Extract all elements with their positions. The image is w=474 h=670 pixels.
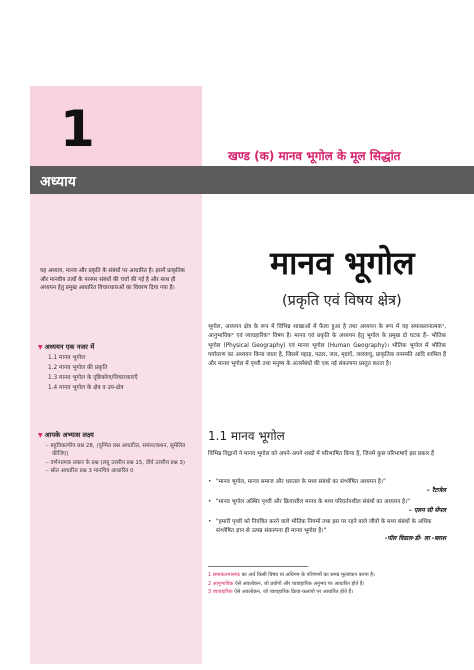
triangle-down-icon: ▼: [38, 432, 43, 439]
list-item: – स्रोत आधारित प्रश्न 3 मानचित्र आधारित 0: [46, 468, 134, 475]
sidebar-intro: यह अध्याय, मानव और प्रकृति के संबंधों पर आधारित है। इसमें प्राकृतिक और मानवीय तत्वों के परस्पर संबंधों की चर्चा की गई है और साथ ही अध्ययन हेतु प्रमुख आधारित विचारधाराओं का विवरण दिया गया है।: [40, 268, 185, 291]
footnote-item: 1 समाकलनात्मक का अर्थ किसी विषय या अधिगम के परिणामों का समग्र मूल्यांकन करना है।: [208, 572, 375, 578]
footnotes: [208, 571, 446, 597]
overview-heading: ▼ अध्ययन एक नजर में: [38, 343, 95, 351]
chapter-label: अध्याय: [40, 174, 76, 190]
chapter-number: 1: [60, 100, 95, 158]
chapter-number-box: [30, 86, 202, 166]
list-item: – बहुविकल्पीय प्रश्न 28, (युग्मित प्रश्न आधारित, समान/कथन, सुमेलित कीजिए): [46, 443, 186, 458]
definition-quotes: [208, 478, 446, 547]
section-paragraph: विभिन्न विद्वानों ने मानव भूगोल को अपने-अपने शब्दों में परिभाषित किया है, जिनमें कुछ परिभाषाएँ इस प्रकार हैं: [208, 451, 434, 457]
quote-author: -पॉल विडाल-डी- ला -ब्लाश: [384, 535, 446, 542]
section-title: 1.1 मानव भूगोल: [208, 429, 285, 443]
list-item: 1.4 मानव भूगोल के क्षेत्र व उप-क्षेत्र: [48, 385, 124, 391]
quote-item: • "मानव भूगोल, मानव समाज और धरातल के मध्य संबंधों का संश्लेषित अध्ययन है।" – रैटजेल: [208, 479, 446, 494]
overview-section: [38, 342, 196, 393]
list-item: 1.2 मानव भूगोल की प्रकृति: [48, 365, 108, 371]
goals-section: [38, 430, 196, 476]
footnote-item: 3 व्यावहारिक ऐसे अवलोकन, जो व्यावहारिक क्रिया-कलापों पर आधारित होते हैं।: [208, 589, 354, 595]
bullet-icon: •: [208, 479, 212, 485]
goals-heading: ▼ आपके अभ्यास लक्ष्य: [38, 431, 94, 439]
bullet-icon: •: [208, 519, 212, 525]
quote-author: – एलन सी सेंपल: [408, 506, 446, 514]
section-khand-title: खण्ड (क) मानव भूगोल के मूल सिद्धांत: [228, 149, 401, 163]
chapter-subtitle: (प्रकृति एवं विषय क्षेत्र): [282, 293, 402, 309]
list-item: 1.1 मानव भूगोल: [48, 355, 86, 361]
quote-item: • "मानव भूगोल अस्थिर पृथ्वी और क्रियाशील मानव के मध्य परिवर्तनशील संबंधों का अध्ययन है।" – एलन सी सेंपल: [208, 499, 446, 514]
triangle-down-icon: ▼: [38, 344, 43, 351]
bullet-icon: •: [208, 499, 212, 505]
footnote-item: 2 आनुभाविक ऐसे अवलोकन, जो प्रयोगों और व्यावहारिक अनुभव पर आधारित होते हैं।: [208, 580, 365, 587]
list-item: 1.3 मानव भूगोल के दृष्टिकोण/विचारधाराएँ: [48, 375, 138, 381]
intro-paragraph: भूगोल, अध्ययन क्षेत्र के रूप में विभिन्न शाखाओं में फैला हुआ है तथा अध्ययन के रूप में यह समाकलनात्मक¹, आनुभाविक² एवं व्यावहारिक³ विषय है। मानव एवं प्रकृति के अध्ययन हेतु भूगोल के प्रमुख दो घटक हैं– भौतिक भूगोल (Physical Geography) एवं मानव भूगोल (Human Geography)। भौतिक भूगोल में भौतिक पर्यावरण का अध्ययन किया जाता है, जिसमें पहाड़, पठार, जल, मृदाएँ, जलवायु, प्राकृतिक वनस्पति आदि शामिल हैं और मानव भूगोल में पृथ्वी तथा मनुष्य के अंतर्संबंधों की एक नई संकल्पना प्रस्तुत करता है।: [208, 324, 446, 368]
chapter-band: [30, 166, 474, 194]
chapter-title: मानव भूगोल: [270, 244, 415, 282]
quote-item: • "हमारी पृथ्वी को नियंत्रित करने वाले भौतिक नियमों तथा इस पर रहने वाले जीवों के मध्य संबंधों के अधिक संश्लेषित ज्ञान से उत्पन्न संकल्पना ही मानव भूगोल है।" -पॉल विडाल-डी- ला -ब्लाश: [208, 519, 446, 542]
goals-list: [38, 442, 196, 476]
list-item: – वर्णनात्मक प्रकार के प्रश्न (लघु उत्तरीय प्रश्न 15, दीर्घ उत्तरीय प्रश्न 3): [46, 459, 186, 466]
sidebar-panel: [30, 194, 202, 664]
overview-list: [38, 353, 196, 393]
quote-author: – रैटजेल: [426, 486, 446, 494]
footnote-divider: [208, 566, 308, 567]
